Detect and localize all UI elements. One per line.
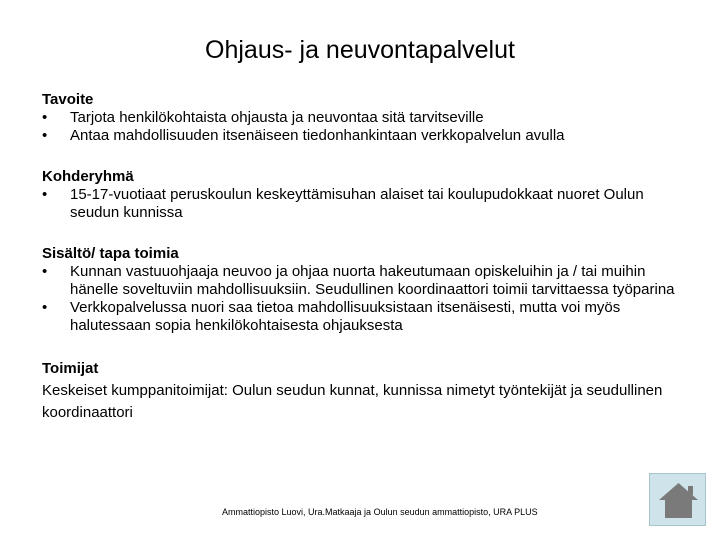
list-item-text: Antaa mahdollisuuden itsenäiseen tiedonhankintaan verkkopalvelun avulla	[70, 127, 565, 144]
list-item-text: 15-17-vuotiaat peruskoulun keskeyttämisuhan alaiset tai koulupudokkaat nuoret Oulun seudun kunnissa	[70, 186, 644, 221]
section-heading: Kohderyhmä	[42, 168, 134, 185]
list-item-text: Verkkopalvelussa nuori saa tietoa mahdollisuuksistaan itsenäisesti, mutta voi myös halutessaan sopia henkilökohtaisesta ohjauksesta	[70, 299, 621, 334]
list-item-text: Kunnan vastuuohjaaja neuvoo ja ohjaa nuorta hakeutumaan opiskeluihin ja / tai muihin hänelle soveltuviin mahdollisuuksiin. Seudullinen koordinaattori toimii tarvittaessa työparina	[70, 263, 675, 298]
list-item-text: Tarjota henkilökohtaista ohjausta ja neuvontaa sitä tarvitseville	[70, 109, 484, 126]
section-sisalto	[42, 245, 682, 335]
home-icon	[657, 480, 700, 521]
bullet-icon: •	[42, 263, 48, 280]
bullet-icon: •	[42, 186, 48, 203]
list-item	[42, 299, 682, 335]
section-heading: Tavoite	[42, 91, 94, 108]
section-heading: Toimijat	[42, 360, 99, 377]
list-item	[42, 127, 682, 145]
slide-content	[42, 91, 682, 447]
list-item	[42, 263, 682, 299]
bullet-icon: •	[42, 127, 48, 144]
bullet-icon: •	[42, 299, 48, 316]
bullet-list	[42, 186, 682, 222]
section-text: Keskeiset kumppanitoimijat: Oulun seudun kunnat, kunnissa nimetyt työntekijät ja seudullinen koordinaattori	[42, 382, 663, 421]
list-item	[42, 109, 682, 127]
page-title: Ohjaus- ja neuvontapalvelut	[205, 36, 515, 64]
home-button[interactable]	[649, 473, 706, 526]
bullet-list	[42, 109, 682, 145]
bullet-icon: •	[42, 109, 48, 126]
list-item	[42, 186, 682, 222]
section-heading: Sisältö/ tapa toimia	[42, 245, 179, 262]
section-toimijat	[42, 358, 682, 424]
section-tavoite	[42, 91, 682, 145]
section-kohderyhma	[42, 168, 682, 222]
bullet-list	[42, 263, 682, 335]
footer-credits: Ammattiopisto Luovi, Ura.Matkaaja ja Oulun seudun ammattiopisto, URA PLUS	[222, 507, 538, 517]
